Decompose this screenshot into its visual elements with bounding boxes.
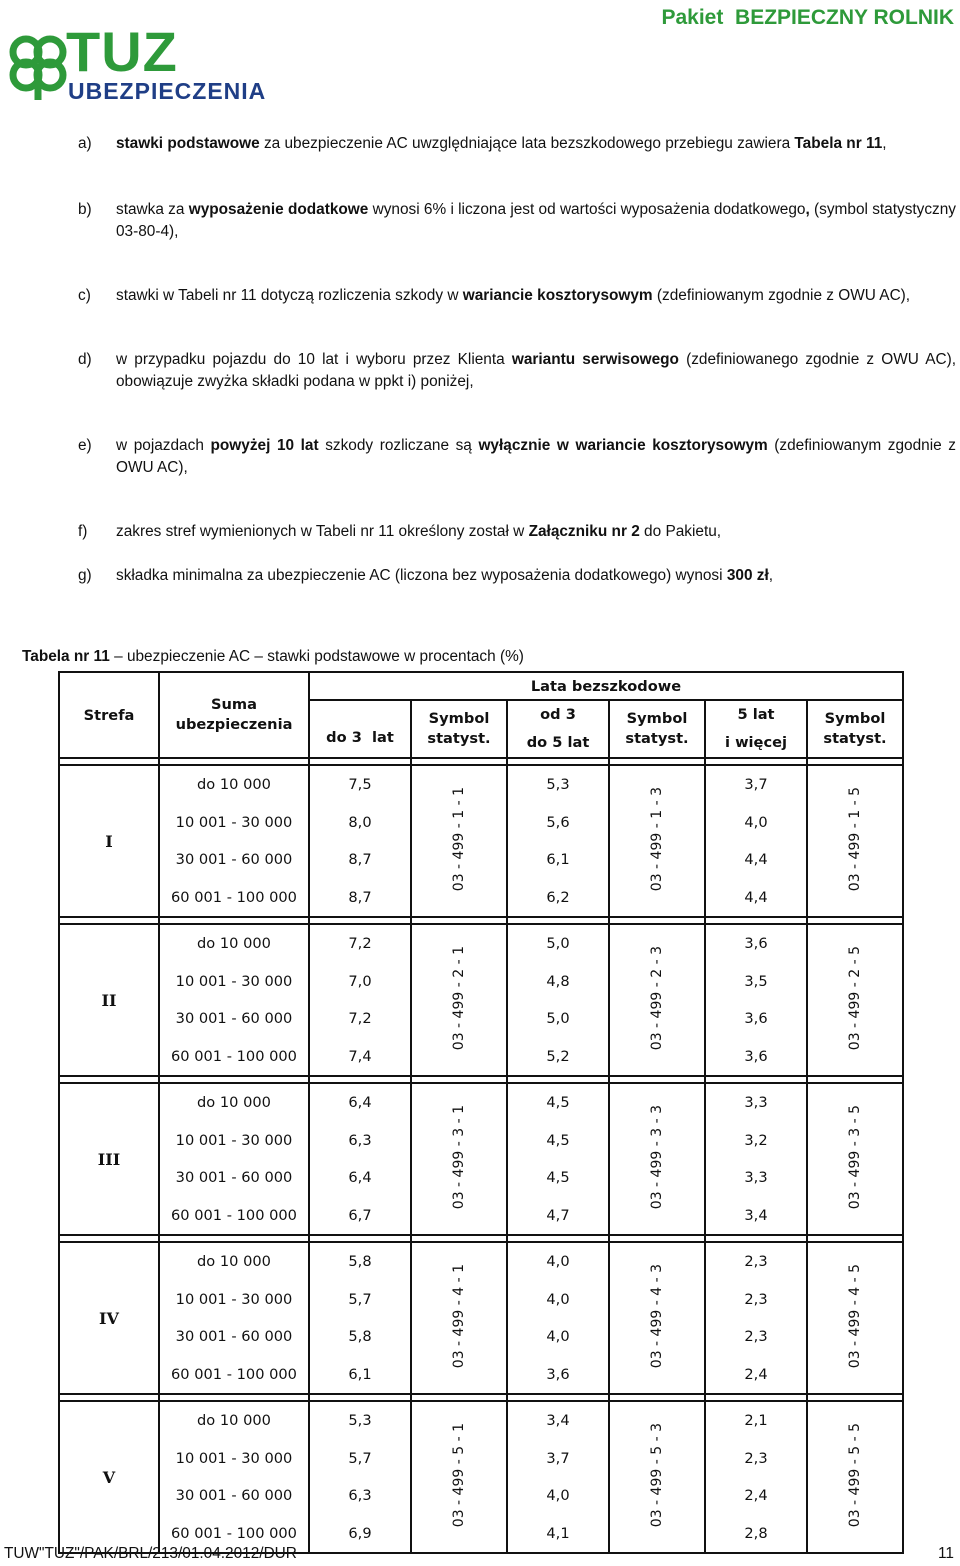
symbol-do3 [411, 1242, 507, 1394]
separator-cell [705, 1235, 807, 1242]
separator-cell [807, 917, 903, 924]
separator-cell [507, 917, 609, 924]
list-item [78, 349, 956, 393]
rate-do3-value: 6,4 [348, 1169, 372, 1186]
header-symbol-3 [807, 700, 903, 758]
sum-range: 30 001 - 60 000 [175, 1487, 293, 1504]
list-item-bold-text: wyposażenie dodatkowe [188, 201, 369, 218]
rate-do3-value: 6,9 [348, 1524, 372, 1542]
rate-do3-value: 8,7 [348, 851, 372, 868]
separator-cell [411, 1235, 507, 1242]
rate-5lat [705, 924, 807, 1076]
separator-cell [609, 1394, 705, 1401]
sum-range: 10 001 - 30 000 [175, 972, 293, 990]
rate-5lat-value: 2,3 [744, 1290, 768, 1308]
symbol-do3 [411, 1401, 507, 1553]
zone-separator [59, 758, 903, 765]
symbol-od3-text: 03 - 499 - 3 - 3 [649, 1104, 665, 1210]
symbol-do3-text: 03 - 499 - 1 - 1 [451, 786, 467, 892]
rate-5lat-value: 2,4 [744, 1365, 768, 1383]
header-5lat-l2: i więcej [724, 734, 788, 751]
list-item [78, 133, 956, 155]
header-symbol-1-label: Symbol statyst. [427, 710, 491, 747]
rate-5lat [705, 765, 807, 917]
rate-od3-value: 4,8 [546, 972, 570, 990]
rate-od3-value: 6,2 [546, 888, 570, 906]
header-symbol-1 [411, 700, 507, 758]
symbol-do3-text: 03 - 499 - 3 - 1 [451, 1104, 467, 1210]
rate-od3-value: 4,0 [546, 1328, 570, 1345]
page-number: 11 [938, 1545, 954, 1562]
list-item-label: d) [78, 351, 92, 368]
sum-range: do 10 000 [197, 1412, 271, 1429]
rate-5lat-value: 4,4 [744, 851, 768, 868]
zone-separator [59, 1394, 903, 1401]
symbol-5lat-text: 03 - 499 - 4 - 5 [847, 1263, 863, 1369]
conditions-list [78, 133, 956, 587]
logo-subtitle: UBEZPIECZENIA [68, 78, 267, 104]
rate-od3-value: 4,5 [546, 1169, 570, 1186]
zone-separator [59, 1235, 903, 1242]
list-item-bold-text: wyłącznie w wariancie kosztorysowym [478, 437, 768, 454]
separator-cell [309, 1394, 411, 1401]
rate-od3-value: 6,1 [546, 851, 570, 868]
separator-cell [609, 1235, 705, 1242]
rate-do3-value: 7,2 [348, 935, 372, 952]
separator-cell [411, 917, 507, 924]
separator-cell [159, 758, 309, 765]
rate-od3-value: 5,0 [546, 1010, 570, 1027]
separator-cell [59, 917, 159, 924]
rate-do3-value: 5,7 [348, 1449, 372, 1467]
zone-label: I [59, 765, 159, 917]
symbol-5lat [807, 1083, 903, 1235]
list-item-text: zakres stref wymienionych w Tabeli nr 11 określony został w [116, 523, 529, 540]
sum-range: do 10 000 [197, 1094, 271, 1111]
rate-do3-value: 6,1 [348, 1365, 372, 1383]
rate-do3-value: 6,4 [348, 1094, 372, 1111]
sum-ranges [159, 1401, 309, 1553]
separator-cell [309, 1235, 411, 1242]
separator-cell [705, 1394, 807, 1401]
list-item-bold-text: wariancie kosztorysowym [462, 287, 653, 304]
rates-table [58, 671, 904, 1554]
symbol-od3-text: 03 - 499 - 2 - 3 [649, 945, 665, 1051]
rate-5lat-value: 4,0 [744, 813, 768, 831]
list-item-bold-text: Tabela nr 11 [794, 135, 883, 152]
sum-range: 30 001 - 60 000 [175, 1328, 293, 1345]
rate-od3-value: 5,6 [546, 813, 570, 831]
rate-od3 [507, 1242, 609, 1394]
rate-od3-value: 5,0 [546, 935, 570, 952]
zone-label: V [59, 1401, 159, 1553]
list-item-text: za ubezpieczenie AC uwzględniające lata bezszkodowego przebiegu zawiera [259, 135, 795, 152]
list-item-text: do Pakietu, [639, 523, 722, 540]
rate-do3-value: 5,7 [348, 1290, 372, 1308]
list-item-bold-text: powyżej 10 lat [210, 437, 319, 454]
table-row [59, 765, 903, 917]
sum-range: 10 001 - 30 000 [175, 813, 293, 831]
list-item-label: e) [78, 437, 92, 454]
separator-cell [507, 1394, 609, 1401]
list-item-text: (zdefiniowanego zgodnie z OWU AC), obowiązuje zwyżka składki podana w ppkt i) poniżej, [116, 351, 956, 390]
rate-do3 [309, 765, 411, 917]
sum-range: do 10 000 [197, 776, 271, 793]
separator-cell [411, 758, 507, 765]
rate-do3-value: 6,3 [348, 1131, 372, 1149]
symbol-5lat [807, 765, 903, 917]
list-item-text: , [768, 567, 774, 584]
header-suma-label: Suma ubezpieczenia [175, 696, 293, 733]
separator-cell [59, 1076, 159, 1083]
header-symbol-3-label: Symbol statyst. [823, 710, 887, 747]
symbol-do3-text: 03 - 499 - 4 - 1 [451, 1263, 467, 1369]
symbol-od3-text: 03 - 499 - 4 - 3 [649, 1263, 665, 1369]
header-5lat-l1: 5 lat [737, 706, 775, 723]
header-lata: Lata bezszkodowe [309, 672, 903, 700]
rate-do3-value: 8,7 [348, 888, 372, 906]
rate-od3-value: 4,0 [546, 1253, 570, 1270]
sum-ranges [159, 924, 309, 1076]
list-item [78, 435, 956, 479]
symbol-do3 [411, 924, 507, 1076]
separator-cell [609, 1076, 705, 1083]
symbol-od3 [609, 924, 705, 1076]
sum-range: 60 001 - 100 000 [171, 1365, 297, 1383]
separator-cell [309, 917, 411, 924]
list-item-text: wynosi 6% i liczona jest od wartości wyposażenia dodatkowego [368, 201, 806, 218]
symbol-od3-text: 03 - 499 - 5 - 3 [649, 1422, 665, 1528]
rate-od3-value: 5,3 [546, 776, 570, 793]
rate-5lat [705, 1401, 807, 1553]
separator-cell [309, 758, 411, 765]
header-od3-l1: od 3 [540, 706, 576, 723]
rate-5lat-value: 2,1 [744, 1412, 768, 1429]
rate-od3 [507, 765, 609, 917]
rate-5lat-value: 3,3 [744, 1169, 768, 1186]
separator-cell [159, 1235, 309, 1242]
rate-5lat-value: 3,4 [744, 1206, 768, 1224]
rate-5lat-value: 3,5 [744, 972, 768, 990]
sum-range: 10 001 - 30 000 [175, 1290, 293, 1308]
rate-do3 [309, 924, 411, 1076]
rate-od3-value: 5,2 [546, 1047, 570, 1065]
document-code: TUW"TUZ"/PAK/BRL/213/01.04.2012/DUR [4, 1545, 297, 1562]
list-item-bold-text: stawki podstawowe [116, 135, 260, 152]
clover-logo-icon [6, 30, 70, 102]
list-item-label: b) [78, 201, 92, 218]
symbol-do3-text: 03 - 499 - 5 - 1 [451, 1422, 467, 1528]
separator-cell [705, 758, 807, 765]
rate-do3-value: 5,8 [348, 1253, 372, 1270]
rate-od3-value: 3,4 [546, 1412, 570, 1429]
sum-range: do 10 000 [197, 1253, 271, 1270]
list-item-text: stawki w Tabeli nr 11 dotyczą rozliczenia szkody w [116, 287, 463, 304]
rate-5lat [705, 1242, 807, 1394]
rate-od3-value: 4,7 [546, 1206, 570, 1224]
sum-range: 10 001 - 30 000 [175, 1131, 293, 1149]
sum-range: 60 001 - 100 000 [171, 1206, 297, 1224]
rate-do3-value: 7,2 [348, 1010, 372, 1027]
separator-cell [411, 1076, 507, 1083]
rate-5lat-value: 3,7 [744, 776, 768, 793]
separator-cell [609, 917, 705, 924]
sum-range: 30 001 - 60 000 [175, 1169, 293, 1186]
symbol-od3-text: 03 - 499 - 1 - 3 [649, 786, 665, 892]
symbol-do3-text: 03 - 499 - 2 - 1 [451, 945, 467, 1051]
table-caption [22, 648, 524, 666]
rate-5lat-value: 3,6 [744, 1047, 768, 1065]
separator-cell [807, 758, 903, 765]
rate-od3-value: 4,0 [546, 1290, 570, 1308]
symbol-5lat-text: 03 - 499 - 5 - 5 [847, 1422, 863, 1528]
separator-cell [609, 758, 705, 765]
logo-text: TUZ [66, 20, 178, 83]
rate-do3 [309, 1242, 411, 1394]
rate-od3-value: 4,5 [546, 1131, 570, 1149]
header-suma [159, 672, 309, 758]
header-od3 [507, 700, 609, 758]
separator-cell [807, 1076, 903, 1083]
zone-label: II [59, 924, 159, 1076]
list-item-bold-text: , [805, 201, 810, 218]
separator-cell [705, 917, 807, 924]
table-row [59, 924, 903, 1076]
rate-5lat-value: 3,3 [744, 1094, 768, 1111]
sum-range: 10 001 - 30 000 [175, 1449, 293, 1467]
separator-cell [411, 1394, 507, 1401]
separator-cell [507, 758, 609, 765]
rate-do3-value: 7,5 [348, 776, 372, 793]
sum-range: 60 001 - 100 000 [171, 888, 297, 906]
rate-5lat-value: 2,3 [744, 1253, 768, 1270]
header-symbol-2 [609, 700, 705, 758]
header-od3-l2: do 5 lat [526, 734, 590, 751]
rate-5lat-value: 3,6 [744, 1010, 768, 1027]
list-item-text: stawka za [116, 201, 189, 218]
list-item-bold-text: wariantu serwisowego [511, 351, 679, 368]
list-item-label: f) [78, 523, 88, 540]
separator-cell [309, 1076, 411, 1083]
list-item-text: w pojazdach [116, 437, 211, 454]
list-item-text: w przypadku pojazdu do 10 lat i wyboru przez Klienta [116, 351, 512, 368]
list-item-text: , [882, 135, 887, 152]
rate-od3-value: 3,7 [546, 1449, 570, 1467]
symbol-5lat-text: 03 - 499 - 2 - 5 [847, 945, 863, 1051]
sum-range: 30 001 - 60 000 [175, 851, 293, 868]
symbol-5lat [807, 1401, 903, 1553]
separator-cell [59, 1394, 159, 1401]
header-do3: do 3 lat [309, 700, 411, 758]
symbol-do3 [411, 765, 507, 917]
rate-od3 [507, 1401, 609, 1553]
sum-ranges [159, 1242, 309, 1394]
header-strefa: Strefa [59, 672, 159, 758]
zone-separator [59, 1076, 903, 1083]
rate-5lat-value: 2,3 [744, 1328, 768, 1345]
symbol-5lat-text: 03 - 499 - 1 - 5 [847, 786, 863, 892]
rate-do3-value: 6,3 [348, 1487, 372, 1504]
symbol-od3 [609, 1083, 705, 1235]
list-item-bold-text: Załączniku nr 2 [528, 523, 640, 540]
rate-od3-value: 3,6 [546, 1365, 570, 1383]
list-item-text: szkody rozliczane są [318, 437, 479, 454]
list-item-text: (zdefiniowanym zgodnie z OWU AC), [652, 287, 911, 304]
list-item-bold-text: 300 zł [726, 567, 769, 584]
list-item-text: (symbol statystyczny 03-80-4), [116, 201, 957, 240]
header-5lat [705, 700, 807, 758]
rate-od3 [507, 1083, 609, 1235]
separator-cell [705, 1076, 807, 1083]
separator-cell [807, 1394, 903, 1401]
separator-cell [507, 1076, 609, 1083]
list-item-label: g) [78, 567, 92, 584]
rate-do3 [309, 1083, 411, 1235]
list-item [78, 199, 956, 243]
symbol-5lat-text: 03 - 499 - 3 - 5 [847, 1104, 863, 1210]
table-row [59, 1083, 903, 1235]
zone-separator [59, 917, 903, 924]
rate-od3-value: 4,1 [546, 1524, 570, 1542]
sum-ranges [159, 765, 309, 917]
rate-do3-value: 5,3 [348, 1412, 372, 1429]
separator-cell [507, 1235, 609, 1242]
tuz-logo [6, 20, 267, 108]
table-caption-title: Tabela nr 11 [22, 648, 110, 665]
sum-range: 60 001 - 100 000 [171, 1524, 297, 1542]
rate-do3-value: 5,8 [348, 1328, 372, 1345]
sum-range: do 10 000 [197, 935, 271, 952]
rate-do3 [309, 1401, 411, 1553]
rate-do3-value: 8,0 [348, 813, 372, 831]
rate-5lat-value: 2,4 [744, 1487, 768, 1504]
table-row [59, 1242, 903, 1394]
rate-5lat-value: 3,6 [744, 935, 768, 952]
table-row [59, 1401, 903, 1553]
rate-do3-value: 6,7 [348, 1206, 372, 1224]
table-caption-text: – ubezpieczenie AC – stawki podstawowe w procentach (%) [109, 648, 524, 665]
rate-do3-value: 7,0 [348, 972, 372, 990]
rate-5lat [705, 1083, 807, 1235]
separator-cell [159, 917, 309, 924]
separator-cell [159, 1394, 309, 1401]
rate-od3-value: 4,5 [546, 1094, 570, 1111]
list-item [78, 565, 956, 587]
rate-5lat-value: 2,8 [744, 1524, 768, 1542]
symbol-5lat [807, 924, 903, 1076]
separator-cell [59, 1235, 159, 1242]
list-item-label: c) [78, 287, 91, 304]
sum-range: 30 001 - 60 000 [175, 1010, 293, 1027]
list-item-text: (zdefiniowanym zgodnie z OWU AC), [116, 437, 957, 476]
separator-cell [59, 758, 159, 765]
header-symbol-2-label: Symbol statyst. [625, 710, 689, 747]
package-title: Pakiet BEZPIECZNY ROLNIK [661, 6, 954, 29]
separator-cell [807, 1235, 903, 1242]
rate-5lat-value: 3,2 [744, 1131, 768, 1149]
sum-ranges [159, 1083, 309, 1235]
rate-od3-value: 4,0 [546, 1487, 570, 1504]
zone-label: IV [59, 1242, 159, 1394]
symbol-od3 [609, 1401, 705, 1553]
list-item-label: a) [78, 135, 92, 152]
rate-od3 [507, 924, 609, 1076]
symbol-od3 [609, 765, 705, 917]
list-item [78, 521, 956, 543]
sum-range: 60 001 - 100 000 [171, 1047, 297, 1065]
rate-5lat-value: 2,3 [744, 1449, 768, 1467]
symbol-5lat [807, 1242, 903, 1394]
zone-label: III [59, 1083, 159, 1235]
rate-5lat-value: 4,4 [744, 888, 768, 906]
symbol-do3 [411, 1083, 507, 1235]
separator-cell [159, 1076, 309, 1083]
list-item-text: składka minimalna za ubezpieczenie AC (liczona bez wyposażenia dodatkowego) wynosi [116, 567, 727, 584]
symbol-od3 [609, 1242, 705, 1394]
list-item [78, 285, 956, 307]
rate-do3-value: 7,4 [348, 1047, 372, 1065]
